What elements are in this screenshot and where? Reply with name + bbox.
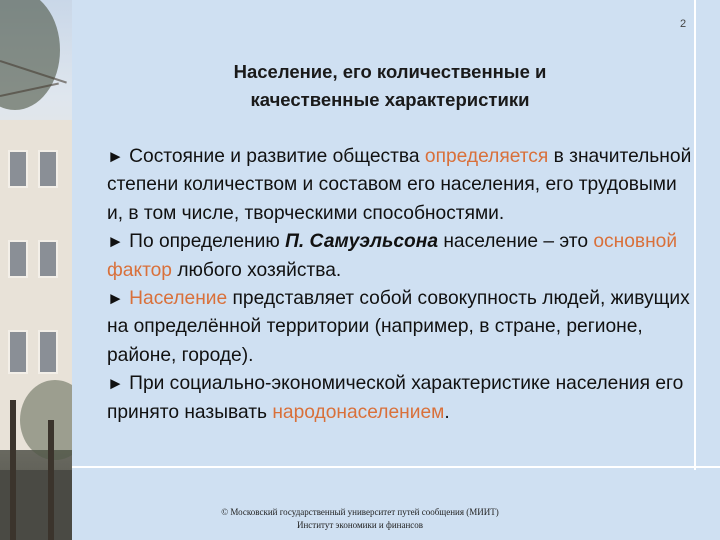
building-window [38, 330, 58, 374]
paragraph-3 [107, 285, 692, 370]
paragraph-text: население – это [438, 231, 594, 253]
bullet-arrow-icon: ► [107, 374, 124, 394]
slide-footer [150, 506, 570, 532]
paragraph-text: Состояние и развитие общества [129, 146, 425, 167]
paragraph-2 [107, 228, 692, 285]
paragraph-text: . [444, 401, 450, 423]
building-window [38, 240, 58, 278]
highlight-term: Население [129, 288, 228, 310]
author-name: П. Самуэльсона [285, 231, 438, 253]
tree-trunk [48, 420, 54, 540]
paragraph-4 [107, 370, 692, 427]
title-line-2: качественные характеристики [250, 89, 530, 110]
building-photo [0, 0, 72, 540]
building-window [8, 330, 28, 374]
bullet-arrow-icon: ► [107, 232, 124, 252]
building-window [8, 240, 28, 278]
footer-copyright: © Московский государственный университет путей сообщения (МИИТ) [221, 507, 499, 517]
paragraph-text: любого хозяйства. [171, 259, 342, 281]
highlight-term: основной фактор [107, 231, 678, 281]
paragraph-text: При социально-экономической характеристике населения его принято называть [107, 373, 684, 423]
slide-title [150, 58, 630, 114]
divider-vertical [694, 0, 696, 470]
paragraph-text: представляет собой совокупность людей, живущих на определённой территории (например, в стране, регионе, районе, городе). [107, 288, 690, 366]
divider-horizontal [72, 466, 720, 468]
bullet-arrow-icon: ► [107, 147, 124, 166]
paragraph-text: По определению [129, 231, 286, 253]
paragraph-1 [107, 143, 692, 228]
slide-body [107, 143, 692, 427]
building-window [38, 150, 58, 188]
highlight-term: определяется [424, 146, 549, 167]
building-window [8, 150, 28, 188]
highlight-term: народонаселением [272, 401, 445, 423]
page-number: 2 [679, 18, 687, 30]
footer-institute: Институт экономики и финансов [296, 520, 424, 530]
title-line-1: Население, его количественные и [233, 61, 547, 82]
paragraph-text: в значительной степени количеством и составом его населения, его трудовыми и, в том числе, творческими способностями. [107, 146, 692, 224]
tree-trunk [10, 400, 16, 540]
bullet-arrow-icon: ► [107, 289, 124, 309]
